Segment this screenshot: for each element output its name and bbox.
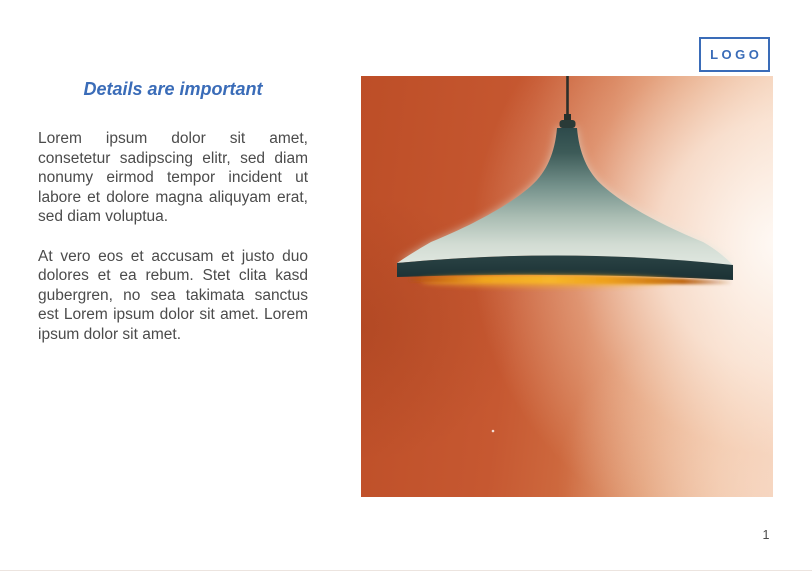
wall-speck	[492, 430, 495, 433]
cord-flange	[560, 120, 576, 128]
logo-box	[699, 37, 770, 72]
text-line: At vero eos et accusam et justo duo	[38, 247, 308, 265]
body-text	[38, 129, 308, 364]
text-line: Lorem ipsum dolor sit amet,	[38, 130, 308, 147]
paragraph	[38, 129, 308, 227]
lamp-shade	[397, 128, 733, 265]
logo-label: LOGO	[710, 47, 763, 62]
text-line: consetetur sadipscing elitr, sed diam	[38, 149, 308, 167]
page-title: Details are important	[83, 79, 263, 99]
text-line: nonumy eirmod tempor incident ut	[38, 169, 308, 186]
paragraph	[38, 247, 308, 345]
page-number: 1	[762, 528, 770, 542]
pendant-lamp-photo	[361, 76, 773, 497]
text-line: gubergren, no sea takimata sanctus	[38, 286, 308, 304]
text-line: labore et dolore magna aliquyam erat,	[38, 188, 308, 206]
text-line: ipsum dolor sit amet.	[38, 325, 181, 343]
page-bottom-edge	[0, 570, 812, 571]
text-line: sed diam voluptua.	[38, 208, 169, 225]
text-line: dolores et ea rebum. Stet clita kasd	[38, 267, 308, 284]
text-line: est Lorem ipsum dolor sit amet. Lorem	[38, 306, 308, 323]
pendant-lamp-illustration	[361, 76, 773, 497]
